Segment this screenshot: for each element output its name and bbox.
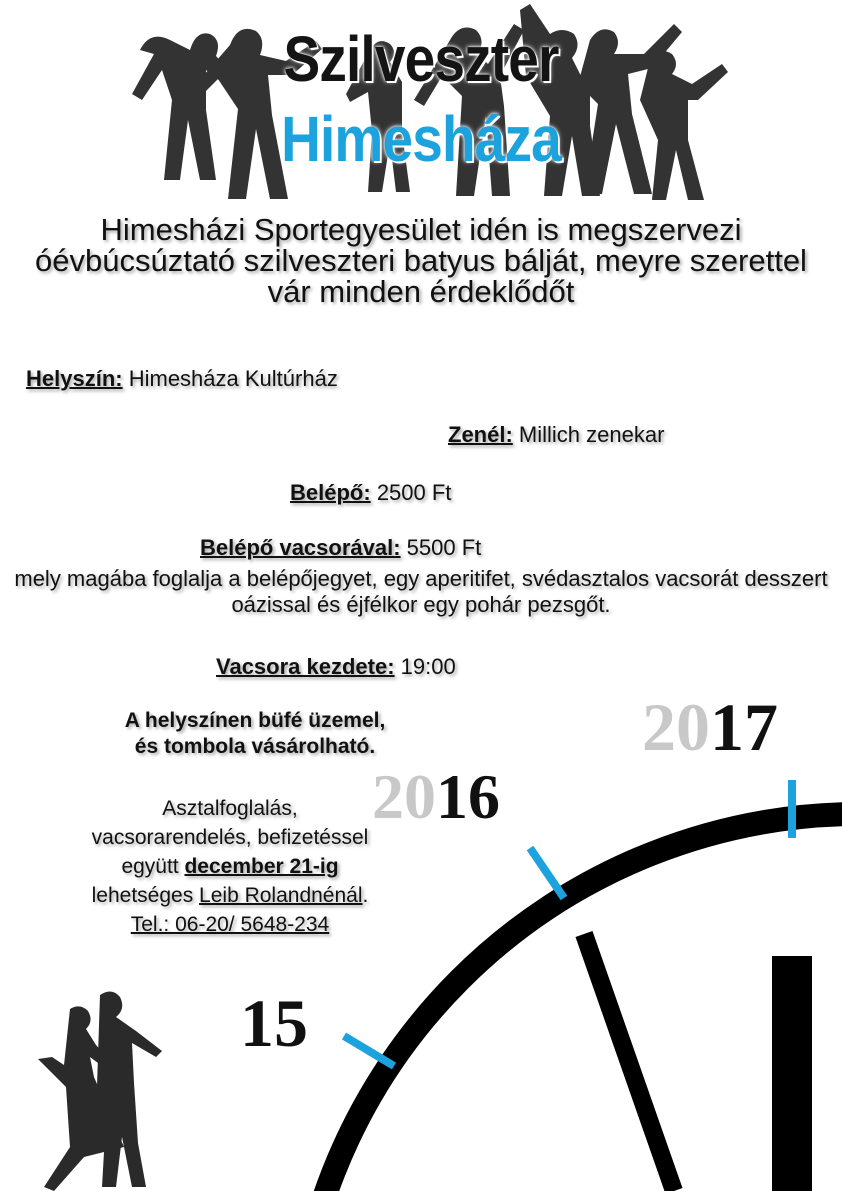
booking-line-4-post: . [362, 884, 369, 907]
booking-line-2: vacsorarendelés, befizetéssel [91, 826, 369, 849]
buffet-line-1: A helyszínen büfé üzemel, [124, 709, 386, 732]
dinner-description: mely magába foglalja a belépőjegyet, egy aperitifet, svédasztalos vacsorát desszert oázissal és éjfélkor egy pohár pezsgőt. [14, 566, 828, 617]
dinner-start-label: Vacsora kezdete: [216, 654, 395, 679]
venue-label: Helyszín: [26, 366, 123, 391]
dinner-label: Belépő vacsorával: [200, 535, 401, 560]
entry-label: Belépő: [290, 480, 371, 505]
clock-tick-2016 [530, 848, 564, 898]
booking-phone: Tel.: 06-20/ 5648-234 [130, 913, 330, 936]
booking-line-1: Asztalfoglalás, [162, 797, 298, 820]
clock-minute-hand [584, 934, 674, 1191]
ballroom-dancers-silhouette [30, 985, 180, 1191]
clock-hour-hand [772, 956, 812, 1191]
entry-value: 2500 Ft [376, 480, 452, 505]
year-2017 [642, 689, 778, 765]
year-2016-prefix: 20 [372, 761, 436, 832]
minute-label-15: 15 [240, 985, 308, 1061]
music-label: Zenél: [448, 422, 513, 447]
year-2017-prefix: 20 [642, 689, 710, 765]
booking-line-3-pre: együtt [121, 855, 185, 878]
music-value: Millich zenekar [518, 422, 665, 447]
venue-value: Himesháza Kultúrház [128, 366, 338, 391]
booking-line-4-pre: lehetséges [91, 884, 200, 907]
title-line-2: Himesháza [281, 103, 561, 175]
year-2017-suffix: 17 [710, 689, 778, 765]
year-2016 [372, 761, 500, 832]
dinner-start-value: 19:00 [400, 654, 456, 679]
booking-contact-name: Leib Rolandnénál [199, 884, 363, 907]
booking-deadline: december 21-ig [184, 855, 339, 878]
dinner-value: 5500 Ft [406, 535, 482, 560]
title-line-1: Szilveszter [283, 23, 559, 95]
intro-text: Himesházi Sportegyesület idén is megszervezi óévbúcsúztató szilveszteri batyus bálját, meyre szerettel vár minden érdeklődőt [35, 212, 807, 309]
clock-rim [294, 814, 842, 1191]
year-2016-suffix: 16 [436, 761, 500, 832]
buffet-line-2: és tombola vásárolható. [134, 735, 376, 758]
